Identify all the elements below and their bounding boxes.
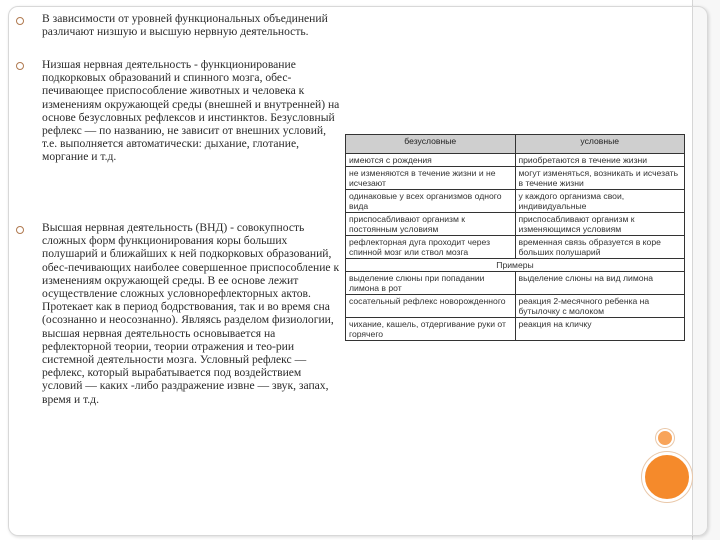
- table-cell: могут изменяться, возникать и исчезать в течение жизни: [515, 167, 685, 190]
- table-cell: временная связь образуется в коре больших полушарий: [515, 236, 685, 259]
- paragraph-lower-nervous-activity: Низшая нервная деятельность - функционирование подкорковых образований и спинного мозга, обес-печивающее приспособление животных и человека к изменениям окружающей среды (внешней и внутренней) на основе безусловных рефлексов и инстинктов. Безусловный рефлекс — по названию, не зависит от внешних условий, т.е. выполняется автоматически: дыхание, глотание, моргание и т.д.: [42, 58, 340, 164]
- small-orange-circle-decoration: [656, 429, 674, 447]
- table-row: [346, 295, 685, 318]
- table-row: [346, 154, 685, 167]
- table-cell: реакция 2-месячного ребенка на бутылочку с молоком: [515, 295, 685, 318]
- table-cell: не изменяются в течение жизни и не исчезают: [346, 167, 516, 190]
- table-cell: имеются с рождения: [346, 154, 516, 167]
- table-cell: рефлекторная дуга проходит через спинной мозг или ствол мозга: [346, 236, 516, 259]
- table-row: [346, 190, 685, 213]
- table-row: [346, 318, 685, 341]
- paragraph-levels: В зависимости от уровней функциональных объединений различают низшую и высшую нервную деятельность.: [42, 12, 328, 39]
- header-unconditioned: безусловные: [346, 135, 516, 154]
- table-cell: выделение слюны при попадании лимона в рот: [346, 272, 516, 295]
- examples-row: [346, 259, 685, 272]
- table-cell: выделение слюны на вид лимона: [515, 272, 685, 295]
- bullet-icon: [16, 226, 24, 234]
- examples-label: Примеры: [346, 259, 685, 272]
- table-header-row: [346, 135, 685, 154]
- reflex-comparison-table: [345, 134, 685, 341]
- table-row: [346, 236, 685, 259]
- table-row: [346, 213, 685, 236]
- table-row: [346, 272, 685, 295]
- header-conditioned: условные: [515, 135, 685, 154]
- large-orange-circle-decoration: [642, 452, 692, 502]
- table-cell: одинаковые у всех организмов одного вида: [346, 190, 516, 213]
- table-cell: приспосабливают организм к постоянным условиям: [346, 213, 516, 236]
- table-cell: приспосабливают организм к изменяющимся условиям: [515, 213, 685, 236]
- table-cell: у каждого организма свои, индивидуальные: [515, 190, 685, 213]
- table-cell: чихание, кашель, отдергивание руки от горячего: [346, 318, 516, 341]
- paragraph-higher-nervous-activity: Высшая нервная деятельность (ВНД) - совокупность сложных форм функционирования коры больших полушарий и ближайших к ней подкорковых образований, обес-печивающих наиболее совершенное приспособление к изменениям окружающей среды. В ее основе лежит осуществление сложных условнорефлекторных актов. Протекает как в период бодрствования, так и во время сна (осознанно и неосознанно). Являясь разделом физиологии, высшая нервная деятельность основывается на рефлекторной теории, теории отражения и тео-рии системной деятельности мозга. Условный рефлекс — рефлекс, который вырабатывается под воздействием условий — каких -либо раздражение извне — звук, запах, время и т.д.: [42, 221, 340, 406]
- table-cell: сосательный рефлекс новорожденного: [346, 295, 516, 318]
- bullet-icon: [16, 17, 24, 25]
- table-row: [346, 167, 685, 190]
- bullet-icon: [16, 62, 24, 70]
- table-cell: приобретаются в течение жизни: [515, 154, 685, 167]
- table-cell: реакция на кличку: [515, 318, 685, 341]
